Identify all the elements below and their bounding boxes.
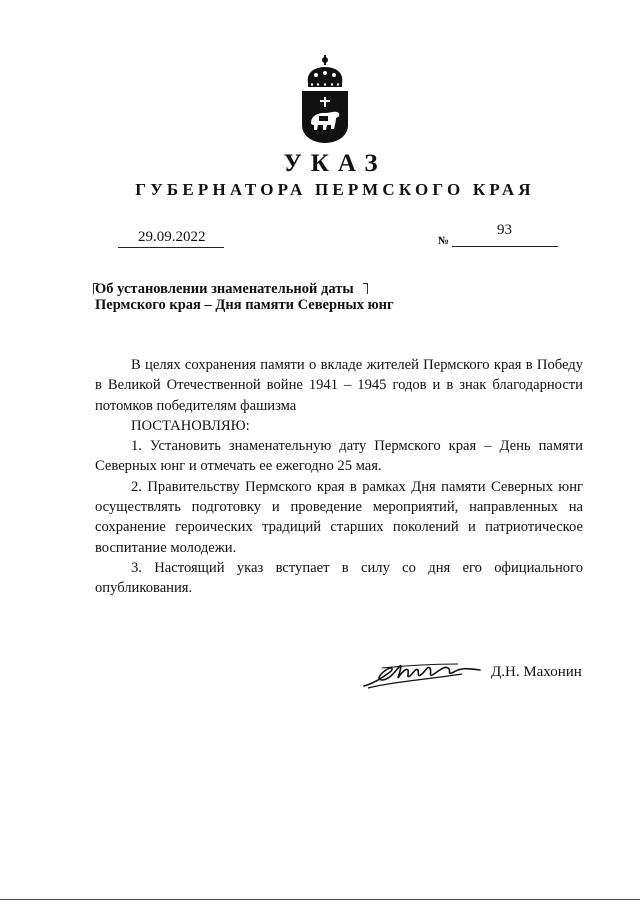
signer-name: Д.Н. Махонин xyxy=(491,664,582,680)
date-underline xyxy=(118,247,224,248)
document-body xyxy=(95,355,583,599)
document-subject xyxy=(95,281,394,313)
item-paragraph-3: 3. Настоящий указ вступает в силу со дня его официального опубликования. xyxy=(95,559,583,597)
number-sign: № xyxy=(438,235,450,247)
number-underline xyxy=(452,246,558,247)
subject-line-1: Об установлении знаменательной даты xyxy=(95,281,354,297)
page-bottom-edge xyxy=(0,899,640,900)
subject-line-2: Пермского края – Дня памяти Северных юнг xyxy=(95,297,394,313)
perm-krai-coat-of-arms-icon xyxy=(298,55,352,145)
document-subtitle: ГУБЕРНАТОРА ПЕРМСКОГО КРАЯ xyxy=(135,180,535,199)
document-number: 93 xyxy=(497,222,512,238)
item-paragraph-1: 1. Установить знаменательную дату Пермского края – День памяти Северных юнг и отмечать ее ежегодно 25 мая. xyxy=(95,438,583,475)
handwritten-signature xyxy=(362,658,482,690)
document-date: 29.09.2022 xyxy=(138,229,206,245)
document-title: УКАЗ xyxy=(283,150,387,177)
decree-word: ПОСТАНОВЛЯЮ: xyxy=(131,417,250,434)
preamble-paragraph: В целях сохранения памяти о вкладе жителей Пермского края в Победу в Великой Отечественной войне 1941 – 1945 годов и в знак благодарности потомков победителям фашизма xyxy=(95,357,583,414)
item-paragraph-2: 2. Правительству Пермского края в рамках Дня памяти Северных юнг осуществлять подготовку и проведение мероприятий, направленных на сохранение героических традиций старших поколений и патриотическое воспитание молодежи. xyxy=(95,478,583,556)
